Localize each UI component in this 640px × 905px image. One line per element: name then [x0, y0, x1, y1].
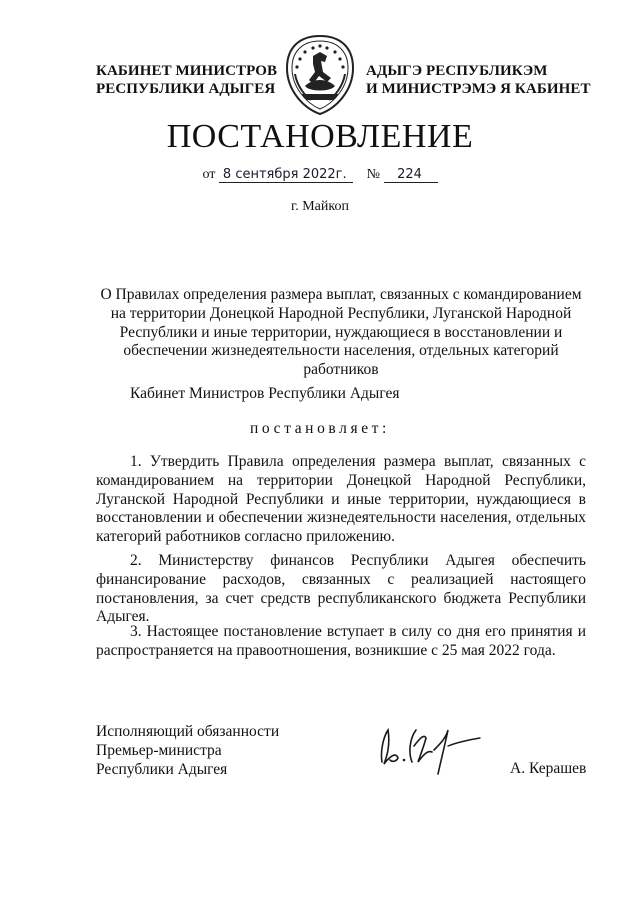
preamble: Кабинет Министров Республики Адыгея [130, 385, 400, 402]
resolves-word: постановляет: [250, 420, 390, 437]
date-number-line [0, 167, 640, 183]
adygea-coat-of-arms-icon [283, 34, 357, 116]
issuer-name-adyghe [366, 62, 591, 98]
resolution-item-2: 2. Министерству финансов Республики Адыгея обеспечить финансирование расходов, связанных с реализацией настоящего постановления, за счет средств республиканского бюджета Республики Адыгея. [96, 552, 586, 626]
issuer-adyghe-line-1: АДЫГЭ РЕСПУБЛИКЭМ [366, 63, 548, 79]
issuer-line-2: РЕСПУБЛИКИ АДЫГЕЯ [96, 81, 276, 97]
issuer-name-russian [96, 62, 277, 98]
signatory-name: А. Керашев [510, 760, 587, 777]
signatory-position-line-1: Исполняющий обязанности [96, 723, 280, 740]
resolution-item-3: 3. Настоящее постановление вступает в силу со дня его принятия и распространяется на правоотношения, возникшие с 25 мая 2022 года. [96, 623, 586, 659]
resolution-item-1: 1. Утвердить Правила определения размера выплат, связанных с командированием на территории Донецкой Народной Республики, Луганской Народной Республики и иные территории, нуждающиеся в восстановлении и обеспечении жизнедеятельности населения, отдельных категорий работников согласно приложению. [96, 453, 586, 546]
handwritten-signature [368, 716, 488, 778]
document-title: ПОСТАНОВЛЕНИЕ [166, 118, 474, 155]
signatory-position-line-3: Республики Адыгея [96, 760, 228, 778]
issuer-adyghe-line-2: И МИНИСТРЭМЭ Я КАБИНЕТ [366, 81, 591, 97]
date-prefix: от [202, 167, 216, 182]
number-value: 224 [384, 167, 438, 183]
document-subject: О Правилах определения размера выплат, связанных с командированием на территории Донецкой Народной Республики, Луганской Народной Республики и иные территории, нуждающиеся в восстановлении и обеспечении жизнедеятельности населения, отдельных категорий работников [100, 286, 582, 379]
date-value: 8 сентября 2022г. [219, 167, 353, 183]
number-prefix: № [366, 167, 380, 182]
signatory-position-line-2: Премьер-министра [96, 741, 222, 759]
signatory-position [96, 723, 279, 779]
city: г. Майкоп [291, 199, 349, 214]
issuer-line-1: КАБИНЕТ МИНИСТРОВ [96, 63, 278, 79]
